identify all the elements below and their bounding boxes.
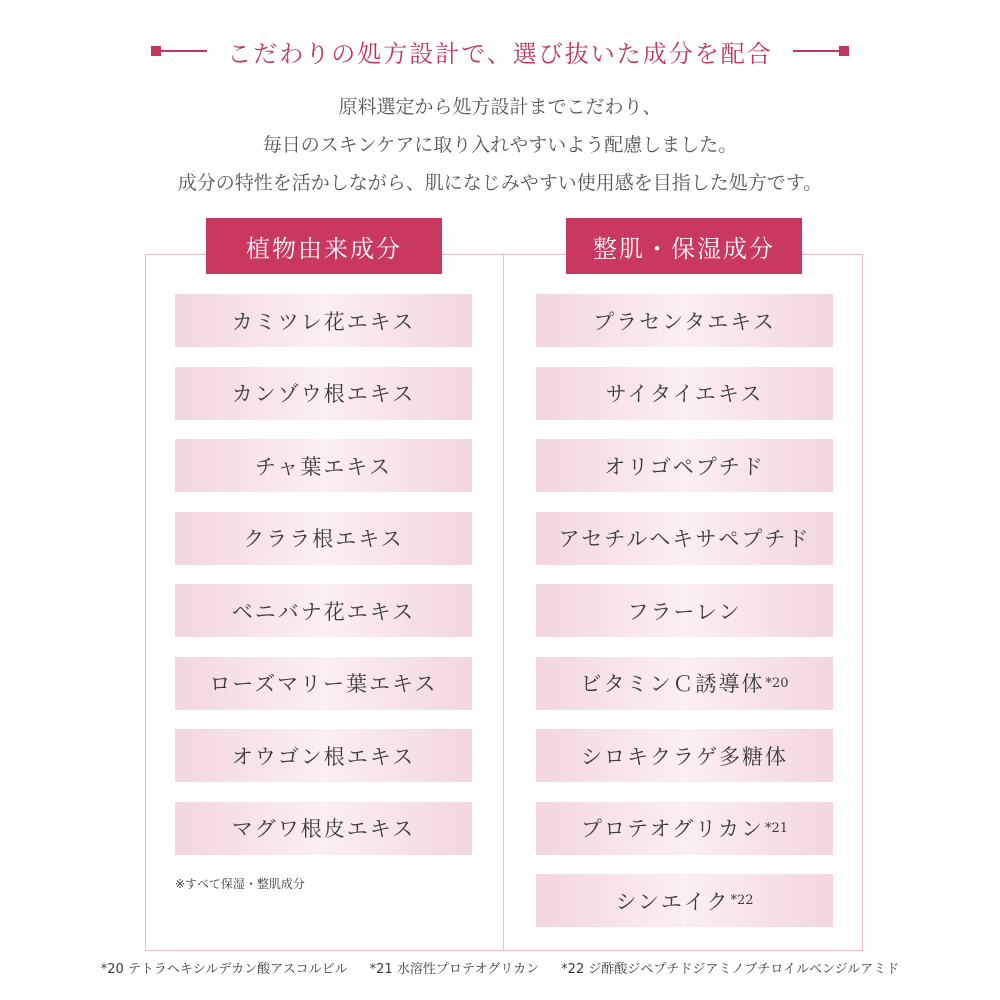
ingredient-label: プロテオグリカン — [581, 817, 764, 841]
footnote-20: *20 テトラヘキシルデカン酸アスコルビル — [100, 962, 348, 977]
ingredient-item — [536, 584, 833, 637]
ingredient-item — [175, 512, 472, 565]
ingredient-item — [536, 874, 833, 927]
ingredient-item — [175, 439, 472, 492]
ingredient-label: アセチルヘキサペプチド — [558, 527, 811, 551]
conditioning-ingredients-list — [536, 294, 833, 947]
ingredient-item — [175, 802, 472, 855]
footnote-21: *21 水溶性プロテオグリカン — [369, 962, 540, 977]
ingredient-label: オリゴペプチド — [604, 454, 765, 479]
intro-line: 原料選定から処方設計までこだわり、 — [338, 96, 662, 118]
ingredient-item — [175, 367, 472, 420]
square-ornament-icon — [839, 46, 849, 56]
footnote-22: *22 ジ酢酸ジペプチドジアミノブチロイルベンジルアミド — [561, 962, 900, 977]
ingredient-label: ベニバナ花エキス — [231, 599, 416, 624]
ingredient-label: フラーレン — [627, 599, 742, 624]
page-title: こだわりの処方設計で、選び抜いた成分を配合 — [227, 39, 773, 68]
footnote-marker: *21 — [764, 820, 788, 836]
ingredient-item — [175, 729, 472, 782]
ingredient-label: ローズマリー葉エキス — [209, 672, 438, 696]
plant-ingredients-note: ※すべて保湿・整肌成分 — [175, 877, 305, 891]
ingredient-item — [536, 802, 833, 855]
ingredient-label: チャ葉エキス — [255, 454, 392, 479]
ingredient-label: オウゴン根エキス — [231, 744, 416, 769]
ingredient-item — [175, 657, 472, 710]
ingredient-label: カンゾウ根エキス — [231, 382, 416, 406]
rule-line — [161, 50, 207, 52]
footnotes — [0, 958, 1000, 977]
ingredient-item — [175, 294, 472, 347]
intro-line: 毎日のスキンケアに取り入れやすいよう配慮しました。 — [262, 134, 738, 156]
footnote-marker: *22 — [730, 893, 754, 908]
ingredient-item — [536, 367, 833, 420]
plant-ingredients-list — [175, 294, 472, 874]
conditioning-ingredients-heading: 整肌・保湿成分 — [566, 218, 802, 274]
ingredient-item — [536, 512, 833, 565]
ingredient-label: サイタイエキス — [605, 382, 764, 406]
ingredient-label: プラセンタエキス — [593, 309, 776, 334]
square-ornament-icon — [151, 46, 161, 56]
ingredient-label: クララ根エキス — [243, 527, 404, 551]
ingredient-item — [536, 294, 833, 347]
intro-line: 成分の特性を活かしながら、肌になじみやすい使用感を目指した処方です。 — [177, 172, 823, 194]
ingredient-item — [536, 439, 833, 492]
column-divider — [503, 254, 504, 951]
ingredient-label: シンエイク — [615, 889, 730, 914]
plant-ingredients-heading: 植物由来成分 — [206, 218, 442, 274]
ingredient-label: マグワ根皮エキス — [231, 817, 416, 841]
ingredient-label: カミツレ花エキス — [231, 309, 416, 334]
ingredient-item — [536, 657, 833, 710]
intro-text — [0, 88, 1000, 202]
left-rule-ornament — [151, 46, 207, 56]
right-rule-ornament — [793, 46, 849, 56]
rule-line — [793, 50, 839, 52]
ingredient-label: ビタミンＣ誘導体 — [580, 672, 765, 696]
ingredient-label: シロキクラゲ多糖体 — [581, 744, 788, 769]
ingredient-item — [536, 729, 833, 782]
footnote-marker: *20 — [765, 675, 789, 691]
section-header — [0, 34, 1000, 68]
ingredient-item — [175, 584, 472, 637]
